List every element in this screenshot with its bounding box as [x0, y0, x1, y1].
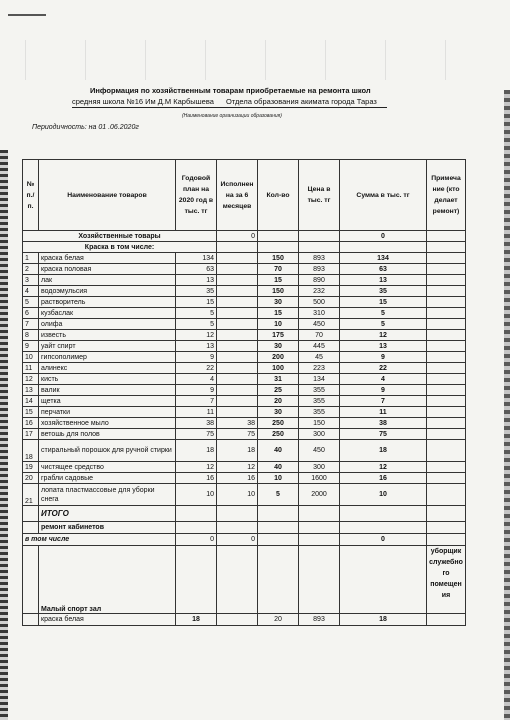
- item-note: [427, 484, 466, 506]
- row-number: 9: [23, 341, 39, 352]
- empty-cell: [427, 522, 466, 534]
- item-executed: 16: [217, 473, 258, 484]
- item-quantity: 10: [258, 473, 299, 484]
- last-item-sum: 18: [340, 614, 427, 626]
- item-price: 355: [299, 407, 340, 418]
- group-label: Хозяйственные товары: [23, 231, 217, 242]
- item-name: грабли садовые: [39, 473, 176, 484]
- row-number: 2: [23, 264, 39, 275]
- item-plan: 13: [176, 341, 217, 352]
- item-executed: [217, 253, 258, 264]
- item-executed: [217, 407, 258, 418]
- empty-cell: [176, 522, 217, 534]
- row-number: 4: [23, 286, 39, 297]
- item-name: хозяйственное мыло: [39, 418, 176, 429]
- item-note: [427, 319, 466, 330]
- item-price: 310: [299, 308, 340, 319]
- item-sum: 22: [340, 363, 427, 374]
- item-quantity: 250: [258, 429, 299, 440]
- row-number: 16: [23, 418, 39, 429]
- item-executed: [217, 363, 258, 374]
- table-row: [23, 462, 466, 473]
- last-item-name: краска белая: [39, 614, 176, 626]
- row-number: 10: [23, 352, 39, 363]
- item-sum: 11: [340, 407, 427, 418]
- item-note: [427, 253, 466, 264]
- col-header-note: Примеча ние (кто делает ремонт): [427, 160, 466, 231]
- item-price: 223: [299, 363, 340, 374]
- gym-note: уборщик служебно го помещен ия: [427, 546, 466, 614]
- item-executed: 18: [217, 440, 258, 462]
- table-row: [23, 264, 466, 275]
- table-row: [23, 407, 466, 418]
- item-sum: 134: [340, 253, 427, 264]
- item-price: 893: [299, 264, 340, 275]
- empty-cell: [299, 506, 340, 522]
- goods-table: [22, 159, 466, 626]
- item-price: 355: [299, 396, 340, 407]
- empty-cell: [258, 506, 299, 522]
- item-name: краска половая: [39, 264, 176, 275]
- empty-cell: [299, 534, 340, 546]
- empty-cell: [176, 546, 217, 614]
- item-note: [427, 264, 466, 275]
- item-name: чистящее средство: [39, 462, 176, 473]
- empty-cell: [23, 546, 39, 614]
- including-plan: 0: [176, 534, 217, 546]
- item-sum: 75: [340, 429, 427, 440]
- empty-cell: [427, 614, 466, 626]
- row-number: 15: [23, 407, 39, 418]
- row-number: 20: [23, 473, 39, 484]
- item-quantity: 30: [258, 341, 299, 352]
- table-row: [23, 352, 466, 363]
- item-name: перчатки: [39, 407, 176, 418]
- item-executed: [217, 341, 258, 352]
- row-number: 5: [23, 297, 39, 308]
- item-name: кисть: [39, 374, 176, 385]
- table-row: [23, 297, 466, 308]
- periodicity: Периодичность: на 01 .06.2020г: [32, 124, 139, 131]
- item-price: 45: [299, 352, 340, 363]
- item-plan: 63: [176, 264, 217, 275]
- row-number: 19: [23, 462, 39, 473]
- row-number: 3: [23, 275, 39, 286]
- item-executed: 75: [217, 429, 258, 440]
- empty-cell: [23, 522, 39, 534]
- item-quantity: 150: [258, 253, 299, 264]
- item-executed: [217, 319, 258, 330]
- item-sum: 38: [340, 418, 427, 429]
- item-name: алинекс: [39, 363, 176, 374]
- row-number: 18: [23, 440, 39, 462]
- item-plan: 15: [176, 297, 217, 308]
- item-plan: 22: [176, 363, 217, 374]
- item-quantity: 250: [258, 418, 299, 429]
- item-plan: 10: [176, 484, 217, 506]
- item-note: [427, 462, 466, 473]
- item-plan: 5: [176, 319, 217, 330]
- item-name: стиральный порошок для ручной стирки: [39, 440, 176, 462]
- item-sum: 12: [340, 330, 427, 341]
- item-executed: 10: [217, 484, 258, 506]
- item-sum: 63: [340, 264, 427, 275]
- empty-cell: [258, 546, 299, 614]
- item-price: 890: [299, 275, 340, 286]
- item-executed: [217, 385, 258, 396]
- item-quantity: 10: [258, 319, 299, 330]
- item-quantity: 100: [258, 363, 299, 374]
- item-executed: 38: [217, 418, 258, 429]
- item-executed: [217, 264, 258, 275]
- table-header-row: [23, 160, 466, 231]
- table-row: [23, 253, 466, 264]
- item-note: [427, 352, 466, 363]
- item-note: [427, 440, 466, 462]
- gym-label: Малый спорт зал: [39, 546, 176, 614]
- item-plan: 4: [176, 374, 217, 385]
- item-name: валик: [39, 385, 176, 396]
- group-executed: 0: [217, 231, 258, 242]
- item-note: [427, 385, 466, 396]
- item-sum: 13: [340, 275, 427, 286]
- empty-cell: [258, 522, 299, 534]
- item-quantity: 150: [258, 286, 299, 297]
- including-row: [23, 534, 466, 546]
- empty-cell: [217, 614, 258, 626]
- item-plan: 7: [176, 396, 217, 407]
- empty-cell: [299, 522, 340, 534]
- item-name: краска белая: [39, 253, 176, 264]
- item-price: 500: [299, 297, 340, 308]
- school-name: средняя школа №16 Им Д.М Карбышева: [72, 97, 214, 106]
- empty-cell: [23, 614, 39, 626]
- item-plan: 134: [176, 253, 217, 264]
- item-price: 893: [299, 253, 340, 264]
- item-quantity: 40: [258, 462, 299, 473]
- item-executed: [217, 330, 258, 341]
- item-quantity: 70: [258, 264, 299, 275]
- table-row: [23, 396, 466, 407]
- item-plan: 18: [176, 440, 217, 462]
- including-label: в том числе: [23, 534, 176, 546]
- last-item-plan: 18: [176, 614, 217, 626]
- row-number: 11: [23, 363, 39, 374]
- item-name: кузбаслак: [39, 308, 176, 319]
- col-header-executed: Исполнен на за 6 месяцев: [217, 160, 258, 231]
- item-quantity: 15: [258, 308, 299, 319]
- including-sum: 0: [340, 534, 427, 546]
- empty-cell: [299, 546, 340, 614]
- item-price: 150: [299, 418, 340, 429]
- empty-cell: [217, 506, 258, 522]
- item-sum: 16: [340, 473, 427, 484]
- item-executed: 12: [217, 462, 258, 473]
- empty-cell: [340, 546, 427, 614]
- item-plan: 13: [176, 275, 217, 286]
- group-row: [23, 231, 466, 242]
- item-plan: 9: [176, 352, 217, 363]
- item-plan: 16: [176, 473, 217, 484]
- row-number: 13: [23, 385, 39, 396]
- item-executed: [217, 352, 258, 363]
- item-sum: 12: [340, 462, 427, 473]
- item-price: 2000: [299, 484, 340, 506]
- table-row: [23, 385, 466, 396]
- empty-cell: [427, 506, 466, 522]
- repair-label: ремонт кабинетов: [39, 522, 176, 534]
- item-price: 445: [299, 341, 340, 352]
- item-quantity: 30: [258, 297, 299, 308]
- table-row: [23, 341, 466, 352]
- row-number: 7: [23, 319, 39, 330]
- item-name: растворитель: [39, 297, 176, 308]
- repair-row: [23, 522, 466, 534]
- item-executed: [217, 308, 258, 319]
- item-note: [427, 418, 466, 429]
- table-row: [23, 330, 466, 341]
- table-row: [23, 308, 466, 319]
- item-note: [427, 363, 466, 374]
- item-quantity: 31: [258, 374, 299, 385]
- item-quantity: 25: [258, 385, 299, 396]
- item-price: 300: [299, 462, 340, 473]
- item-sum: 13: [340, 341, 427, 352]
- department-name: Отдела образования акимата города Тараз: [226, 97, 377, 106]
- item-note: [427, 374, 466, 385]
- table-row: [23, 319, 466, 330]
- item-sum: 5: [340, 308, 427, 319]
- col-header-number: № п./п.: [23, 160, 39, 231]
- item-name: уайт спирт: [39, 341, 176, 352]
- item-note: [427, 297, 466, 308]
- item-plan: 35: [176, 286, 217, 297]
- item-note: [427, 396, 466, 407]
- item-quantity: 175: [258, 330, 299, 341]
- table-row: [23, 473, 466, 484]
- subgroup-row: [23, 242, 466, 253]
- group-sum: 0: [340, 231, 427, 242]
- col-header-quantity: Кол-во: [258, 160, 299, 231]
- item-name: гипсополимер: [39, 352, 176, 363]
- item-quantity: 20: [258, 396, 299, 407]
- row-number: 12: [23, 374, 39, 385]
- table-row: [23, 418, 466, 429]
- item-plan: 11: [176, 407, 217, 418]
- item-quantity: 5: [258, 484, 299, 506]
- empty-cell: [340, 506, 427, 522]
- item-executed: [217, 374, 258, 385]
- item-name: олифа: [39, 319, 176, 330]
- table-row: [23, 374, 466, 385]
- item-price: 232: [299, 286, 340, 297]
- empty-cell: [427, 534, 466, 546]
- item-price: 1600: [299, 473, 340, 484]
- row-number: 17: [23, 429, 39, 440]
- item-name: известь: [39, 330, 176, 341]
- empty-cell: [217, 522, 258, 534]
- item-plan: 75: [176, 429, 217, 440]
- item-sum: 18: [340, 440, 427, 462]
- last-item-quantity: 20: [258, 614, 299, 626]
- item-quantity: 40: [258, 440, 299, 462]
- item-note: [427, 429, 466, 440]
- item-note: [427, 330, 466, 341]
- row-number: 6: [23, 308, 39, 319]
- item-note: [427, 308, 466, 319]
- binding-edge-right: [504, 90, 510, 720]
- itogo-label: ИТОГО: [39, 506, 176, 522]
- empty-cell: [340, 522, 427, 534]
- table-row: [23, 286, 466, 297]
- org-note: (Наименование организации образования): [182, 113, 282, 119]
- col-header-plan: Годовой план на 2020 год в тыс. тг: [176, 160, 217, 231]
- item-price: 450: [299, 319, 340, 330]
- item-note: [427, 341, 466, 352]
- itogo-row: [23, 506, 466, 522]
- school-line: [72, 97, 387, 108]
- item-executed: [217, 297, 258, 308]
- item-plan: 5: [176, 308, 217, 319]
- empty-cell: [258, 534, 299, 546]
- item-quantity: 15: [258, 275, 299, 286]
- last-row: [23, 614, 466, 626]
- item-note: [427, 473, 466, 484]
- subgroup-label: Краска в том числе:: [23, 242, 217, 253]
- last-item-price: 893: [299, 614, 340, 626]
- item-sum: 10: [340, 484, 427, 506]
- item-executed: [217, 396, 258, 407]
- item-note: [427, 275, 466, 286]
- empty-cell: [176, 506, 217, 522]
- col-header-price: Цена в тыс. тг: [299, 160, 340, 231]
- col-header-name: Наименование товаров: [39, 160, 176, 231]
- item-name: ветошь для полов: [39, 429, 176, 440]
- item-sum: 5: [340, 319, 427, 330]
- table-row: [23, 275, 466, 286]
- item-plan: 9: [176, 385, 217, 396]
- item-note: [427, 407, 466, 418]
- including-executed: 0: [217, 534, 258, 546]
- col-header-sum: Сумма в тыс. тг: [340, 160, 427, 231]
- item-plan: 12: [176, 330, 217, 341]
- item-sum: 9: [340, 352, 427, 363]
- item-price: 70: [299, 330, 340, 341]
- item-plan: 12: [176, 462, 217, 473]
- item-sum: 35: [340, 286, 427, 297]
- item-sum: 7: [340, 396, 427, 407]
- row-number: 14: [23, 396, 39, 407]
- item-note: [427, 286, 466, 297]
- item-sum: 4: [340, 374, 427, 385]
- item-name: лопата пластмассовые для уборки снега: [39, 484, 176, 506]
- item-price: 450: [299, 440, 340, 462]
- item-quantity: 200: [258, 352, 299, 363]
- binding-edge-left: [0, 150, 8, 720]
- row-number: 21: [23, 484, 39, 506]
- row-number: 1: [23, 253, 39, 264]
- gym-row: [23, 546, 466, 614]
- table-row: [23, 484, 466, 506]
- empty-cell: [217, 546, 258, 614]
- row-number: 8: [23, 330, 39, 341]
- item-executed: [217, 275, 258, 286]
- item-name: щетка: [39, 396, 176, 407]
- document-title: Информация по хозяйственным товарам приобретаемые на ремонта школ: [90, 86, 371, 95]
- item-executed: [217, 286, 258, 297]
- item-name: водоэмульсия: [39, 286, 176, 297]
- bleed-through-shadow: [25, 40, 495, 80]
- item-price: 300: [299, 429, 340, 440]
- table-row: [23, 429, 466, 440]
- item-name: лак: [39, 275, 176, 286]
- item-sum: 9: [340, 385, 427, 396]
- item-plan: 38: [176, 418, 217, 429]
- pen-mark: [8, 14, 46, 16]
- table-row: [23, 440, 466, 462]
- item-price: 355: [299, 385, 340, 396]
- item-sum: 15: [340, 297, 427, 308]
- empty-cell: [23, 506, 39, 522]
- table-row: [23, 363, 466, 374]
- item-price: 134: [299, 374, 340, 385]
- item-quantity: 30: [258, 407, 299, 418]
